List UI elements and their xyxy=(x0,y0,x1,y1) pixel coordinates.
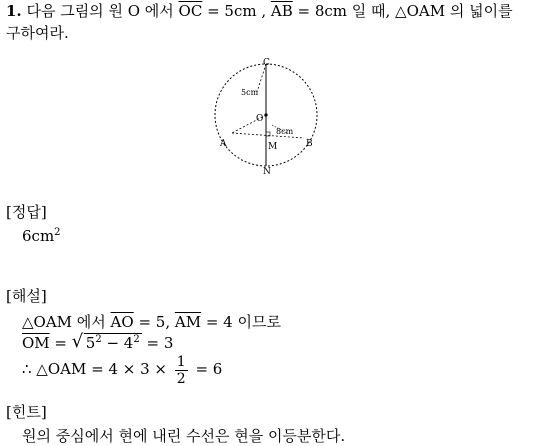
frac-denominator: 2 xyxy=(176,370,186,387)
sqrt-exp-a: 2 xyxy=(95,334,102,345)
hint-header: [힌트] xyxy=(6,403,47,421)
center-dot xyxy=(264,113,267,116)
sqrt-term-a: 5 xyxy=(85,334,96,352)
question-line-2: 구하여라. xyxy=(6,24,69,42)
label-8cm: 8cm xyxy=(276,127,294,136)
question-line-1 xyxy=(6,0,513,22)
arc-mark-5cm xyxy=(257,64,266,92)
exp-text-3a: ∴ △OAM = 4 × 3 × xyxy=(22,360,172,378)
exp-text-2a: = xyxy=(49,334,72,352)
exp-text-1b: = 5, xyxy=(133,313,175,331)
chord-ab xyxy=(232,133,304,138)
question-text-b: = 5cm , xyxy=(202,2,271,20)
exp-text-2b: = 3 xyxy=(141,334,174,352)
label-b: B xyxy=(306,139,313,149)
explanation-line-3 xyxy=(22,353,222,387)
label-m: M xyxy=(268,142,278,152)
question-text-c: = 8cm 일 때, △OAM 의 넓이를 xyxy=(292,2,513,20)
label-c: C xyxy=(263,58,270,68)
circle-figure xyxy=(210,52,330,177)
sqrt-term-b: − 4 xyxy=(101,334,134,352)
segment-oc: $\overline{OC}$ xyxy=(178,2,203,20)
exp-text-3b: = 6 xyxy=(190,360,223,378)
label-5cm: 5cm xyxy=(241,88,259,97)
square-root: √ $5^2 - 4^2$ xyxy=(71,331,140,352)
fraction-half xyxy=(175,354,188,387)
answer-number: 6cm xyxy=(22,227,55,245)
question-number: 1. xyxy=(6,2,22,20)
label-a: A xyxy=(220,139,227,149)
sqrt-exp-b: 2 xyxy=(133,334,140,345)
label-n: N xyxy=(263,167,271,177)
answer-value xyxy=(22,227,61,245)
exp-text-1c: = 4 이므로 xyxy=(201,313,281,331)
frac-numerator: 1 xyxy=(176,353,186,370)
question-text-a: 다음 그림의 원 O 에서 xyxy=(26,2,179,20)
segment-am: $\overline{AM}$ xyxy=(174,313,202,331)
explanation-line-1 xyxy=(22,311,281,332)
explanation-line-2 xyxy=(22,331,174,352)
label-o: O xyxy=(256,114,264,124)
answer-header: [정답] xyxy=(6,203,47,221)
exp-text-1a: △OAM 에서 xyxy=(22,313,111,331)
segment-ab: $\overline{AB}$ xyxy=(270,2,293,20)
hint-text: 원의 중심에서 현에 내린 수선은 현을 이등분한다. xyxy=(22,427,346,445)
segment-ao: $\overline{AO}$ xyxy=(110,313,134,331)
answer-exponent: 2 xyxy=(54,227,61,238)
explanation-header: [해설] xyxy=(6,287,47,305)
segment-om: $\overline{OM}$ xyxy=(22,334,50,352)
